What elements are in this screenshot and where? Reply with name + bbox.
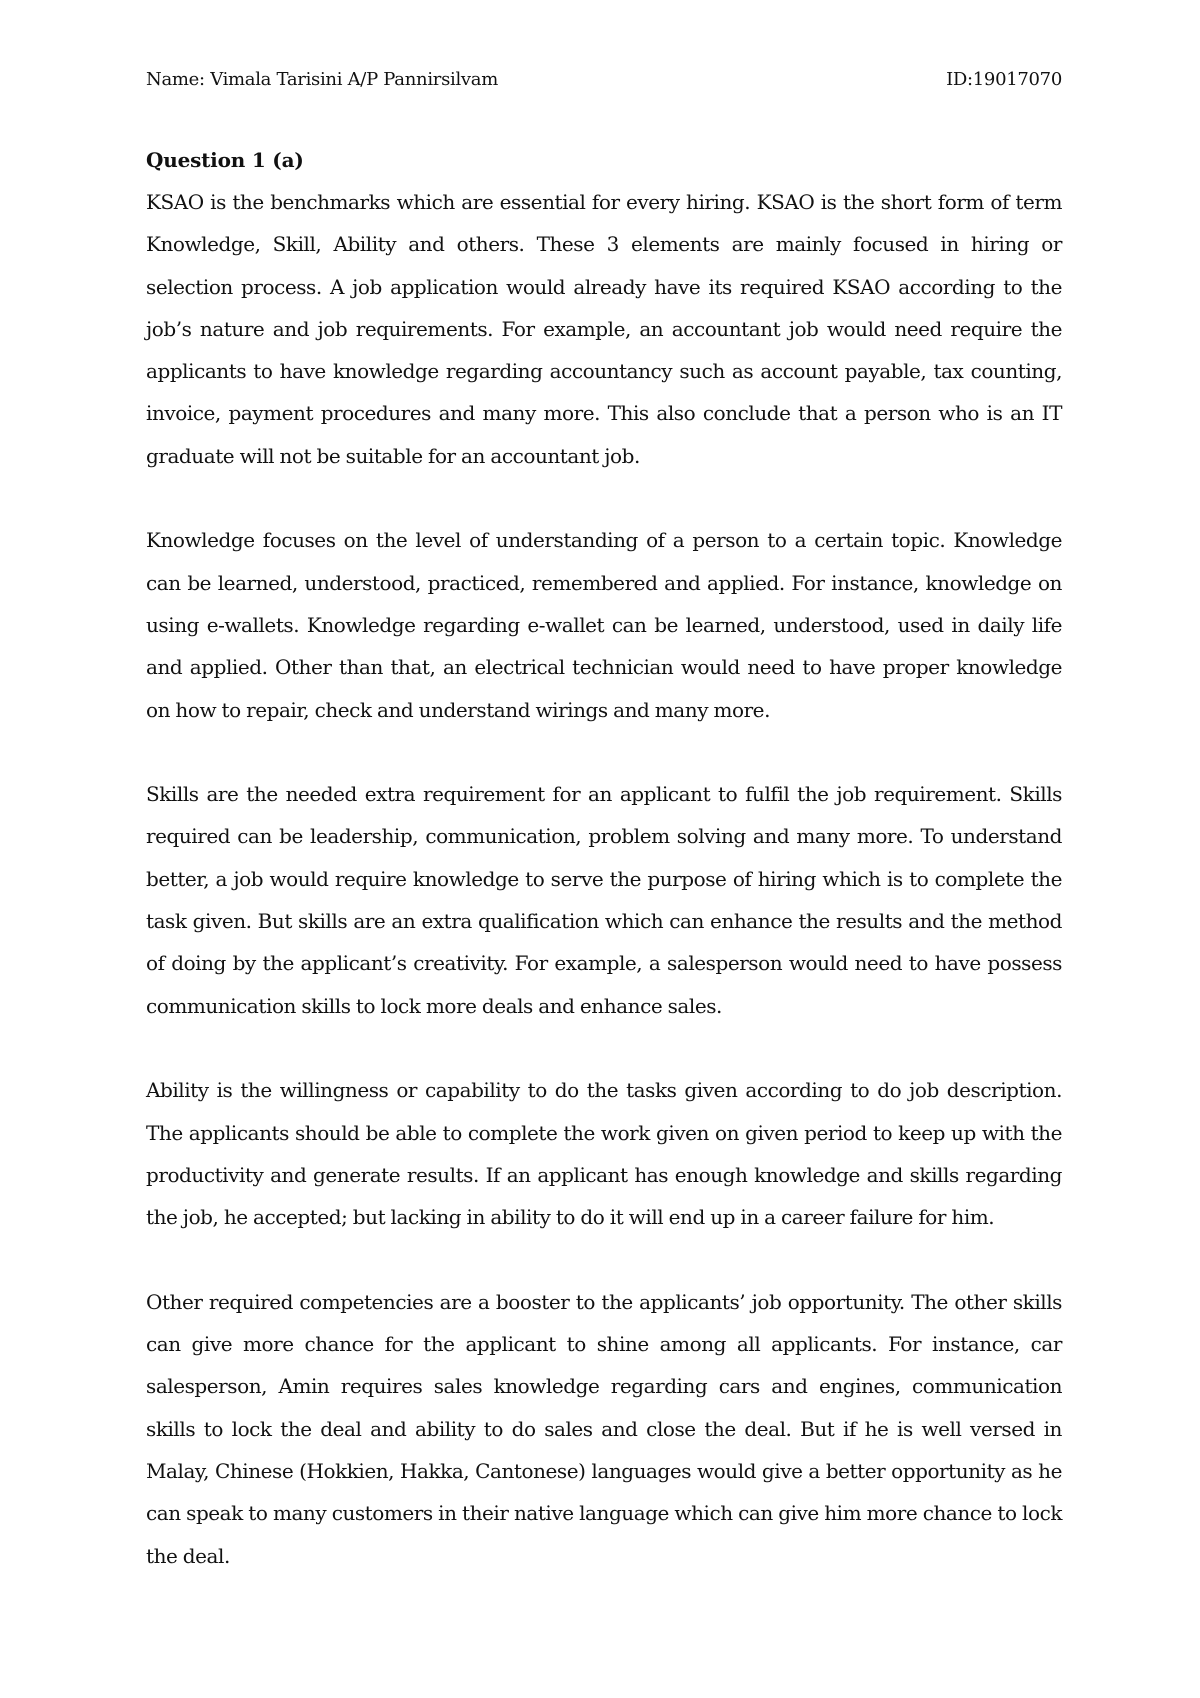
document-body — [146, 145, 1062, 1577]
question-heading: Question 1 (a) — [146, 148, 304, 172]
paragraph-ability: Ability is the willingness or capability to do the tasks given according to do job description. The applicants should be able to complete the work given on given period to keep up with the productivity and generate results. If an applicant has enough knowledge and skills regarding the job, he accepted; but lacking in ability to do it will end up in a career failure for him. — [146, 1078, 1062, 1230]
paragraph-ksao-intro: KSAO is the benchmarks which are essential for every hiring. KSAO is the short form of term Knowledge, Skill, Ability and others. These 3 elements are mainly focused in hiring or selection process. A job application would already have its required KSAO according to the job’s nature and job requirements. For example, an accountant job would need require the applicants to have knowledge regarding accountancy such as account payable, tax counting, invoice, payment procedures and many more. This also conclude that a person who is an IT graduate will not be suitable for an accountant job. — [146, 190, 1062, 468]
paragraph-other-competencies: Other required competencies are a booster to the applicants’ job opportunity. The other skills can give more chance for the applicant to shine among all applicants. For instance, car salesperson, Amin requires sales knowledge regarding cars and engines, communication skills to lock the deal and ability to do sales and close the deal. But if he is well versed in Malay, Chinese (Hokkien, Hakka, Cantonese) languages would give a better opportunity as he can speak to many customers in their native language which can give him more chance to lock the deal. — [146, 1289, 1062, 1568]
student-name: Name: Vimala Tarisini A/P Pannirsilvam — [146, 69, 499, 90]
page-header — [146, 68, 1062, 92]
paragraph-skills: Skills are the needed extra requirement for an applicant to fulfil the job requirement. Skills required can be leadership, communication, problem solving and many more. To understand better, a job would require knowledge to serve the purpose of hiring which is to complete the task given. But skills are an extra qualification which can enhance the results and the method of doing by the applicant’s creativity. For example, a salesperson would need to have possess communication skills to lock more deals and enhance sales. — [146, 782, 1062, 1018]
paragraph-knowledge: Knowledge focuses on the level of understanding of a person to a certain topic. Knowledge can be learned, understood, practiced, remembered and applied. For instance, knowledge on using e-wallets. Knowledge regarding e-wallet can be learned, understood, used in daily life and applied. Other than that, an electrical technician would need to have proper knowledge on how to repair, check and understand wirings and many more. — [146, 528, 1062, 722]
student-id: ID:19017070 — [946, 69, 1062, 90]
